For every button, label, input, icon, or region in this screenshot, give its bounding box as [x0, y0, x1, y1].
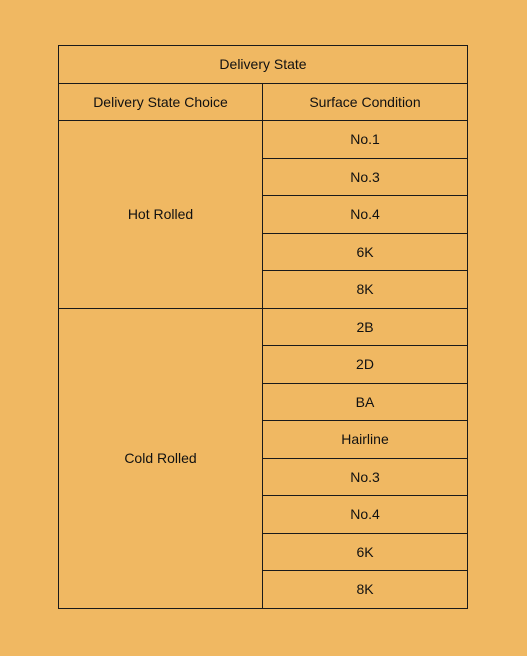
surface-condition-cell: 6K: [263, 533, 468, 571]
surface-condition-cell: 2B: [263, 308, 468, 346]
surface-condition-cell: 6K: [263, 233, 468, 271]
surface-condition-cell: 2D: [263, 346, 468, 384]
surface-condition-cell: Hairline: [263, 421, 468, 459]
delivery-state-cell: Hot Rolled: [59, 121, 263, 309]
surface-condition-cell: 8K: [263, 271, 468, 309]
header-row: [59, 83, 468, 121]
surface-condition-cell: No.3: [263, 158, 468, 196]
surface-condition-cell: No.1: [263, 121, 468, 159]
delivery-state-table: [58, 45, 468, 609]
surface-condition-cell: 8K: [263, 571, 468, 609]
surface-condition-cell: No.3: [263, 458, 468, 496]
surface-condition-cell: No.4: [263, 196, 468, 234]
table-body: [59, 46, 468, 609]
title-row: [59, 46, 468, 84]
table-title: Delivery State: [59, 46, 468, 84]
surface-condition-cell: No.4: [263, 496, 468, 534]
table-row: [59, 121, 468, 159]
delivery-state-cell: Cold Rolled: [59, 308, 263, 608]
table-row: [59, 308, 468, 346]
header-delivery-state-choice: Delivery State Choice: [59, 83, 263, 121]
header-surface-condition: Surface Condition: [263, 83, 468, 121]
surface-condition-cell: BA: [263, 383, 468, 421]
